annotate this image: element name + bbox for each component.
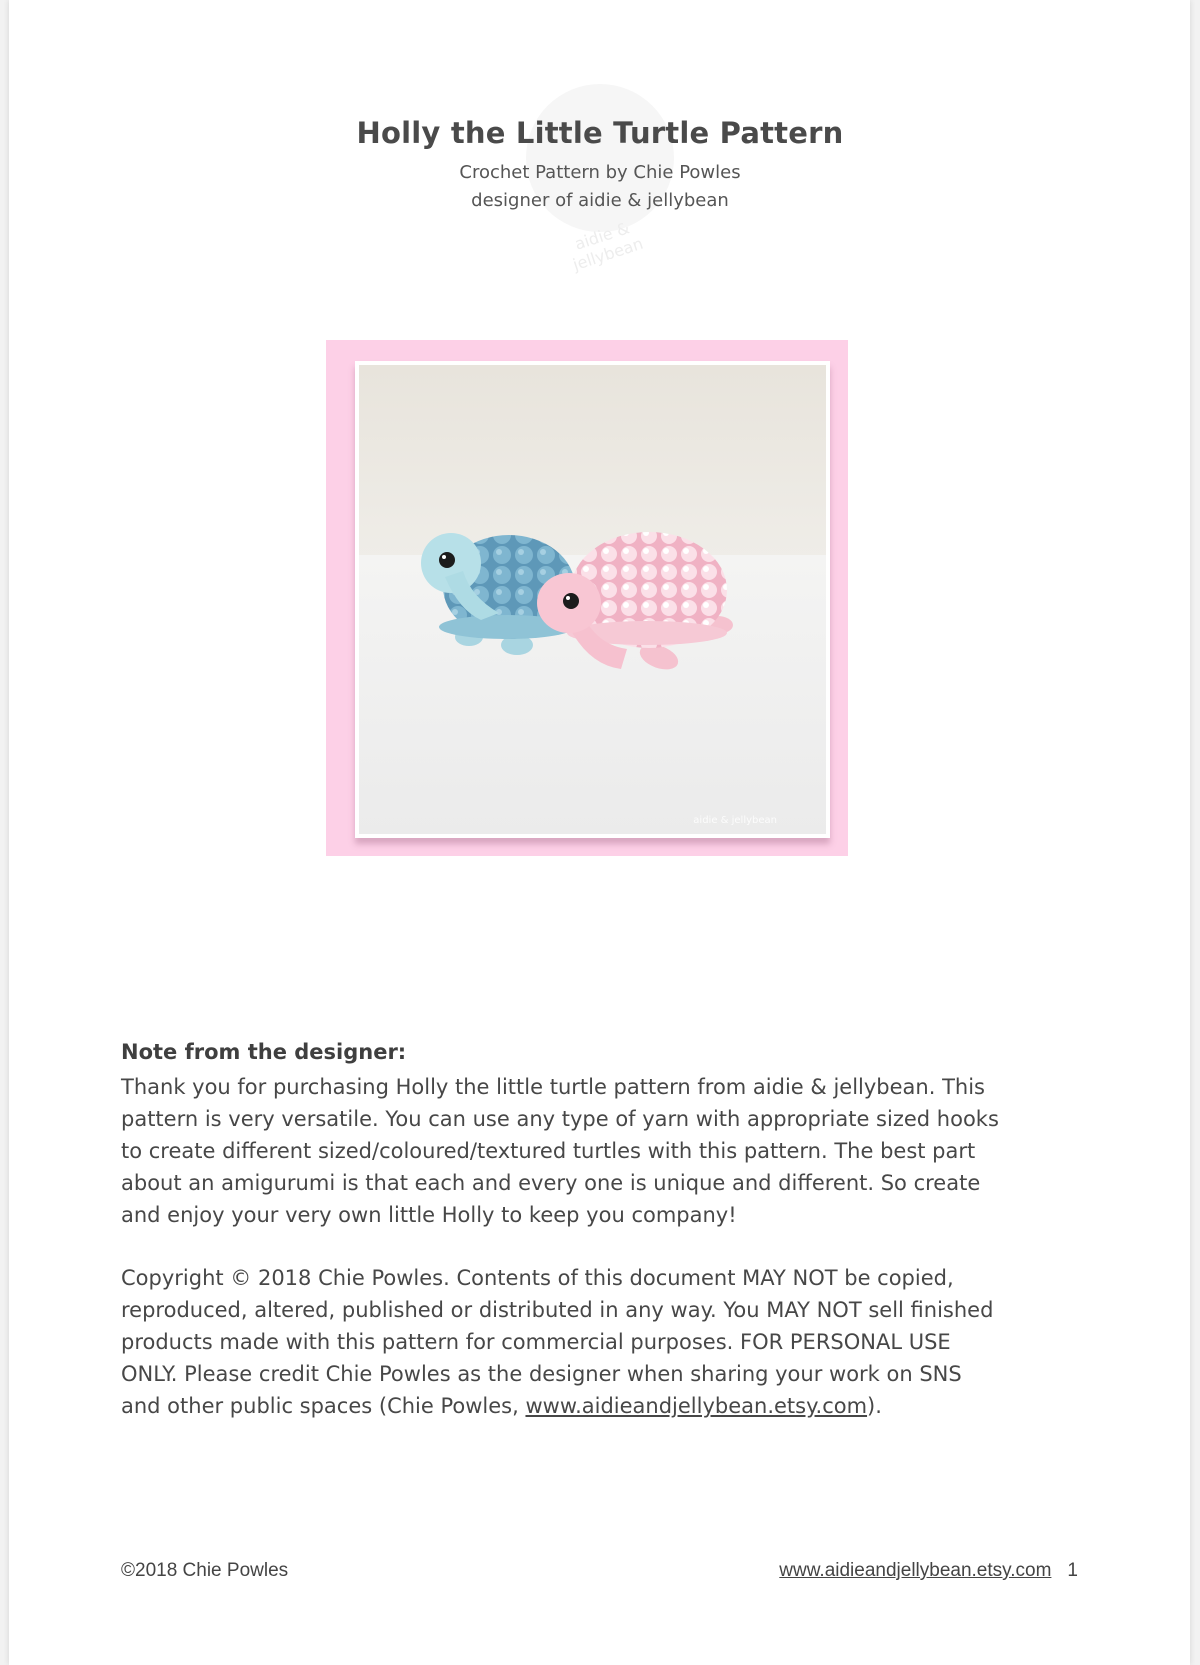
copyright-line-suffix: ). <box>867 1394 882 1418</box>
copyright-line: Copyright © 2018 Chie Powles. Contents of this document MAY NOT be copied, <box>121 1266 954 1290</box>
copyright-line-last <box>121 1390 1021 1422</box>
copyright-line: reproduced, altered, published or distributed in any way. You MAY NOT sell finished <box>121 1298 994 1322</box>
page-title: Holly the Little Turtle Pattern <box>356 116 844 150</box>
note-line: pattern is very versatile. You can use any type of yarn with appropriate sized hooks <box>121 1107 999 1131</box>
page-number: 1 <box>1067 1560 1078 1581</box>
subtitle-designer: designer of aidie & jellybean <box>471 190 729 211</box>
note-line: to create different sized/coloured/textured turtles with this pattern. The best part <box>121 1139 976 1163</box>
note-line: Thank you for purchasing Holly the little turtle pattern from aidie & jellybean. This <box>121 1075 985 1099</box>
logo-watermark-text: aidie & jellybean <box>570 218 646 275</box>
turtle-photo <box>355 361 830 838</box>
photo-watermark: aidie & jellybean <box>693 815 777 826</box>
subtitle-author: Crochet Pattern by Chie Powles <box>459 162 741 183</box>
etsy-shop-link[interactable]: www.aidieandjellybean.etsy.com <box>525 1394 868 1418</box>
footer-link[interactable]: www.aidieandjellybean.etsy.com <box>779 1560 1052 1581</box>
footer-right <box>779 1560 1078 1582</box>
note-line: and enjoy your very own little Holly to keep you company! <box>121 1203 737 1227</box>
copyright-paragraph <box>121 1262 1021 1422</box>
note-paragraph <box>121 1071 1021 1231</box>
copyright-line: products made with this pattern for commercial purposes. FOR PERSONAL USE <box>121 1330 951 1354</box>
turtle-illustration <box>359 365 826 834</box>
photo-background-wall <box>359 365 826 560</box>
note-line: about an amigurumi is that each and every one is unique and different. So create <box>121 1171 981 1195</box>
note-heading: Note from the designer: <box>121 1040 407 1064</box>
copyright-line-prefix: and other public spaces (Chie Powles, <box>121 1394 526 1418</box>
footer-copyright: ©2018 Chie Powles <box>121 1560 289 1581</box>
copyright-line: ONLY. Please credit Chie Powles as the designer when sharing your work on SNS <box>121 1362 962 1386</box>
